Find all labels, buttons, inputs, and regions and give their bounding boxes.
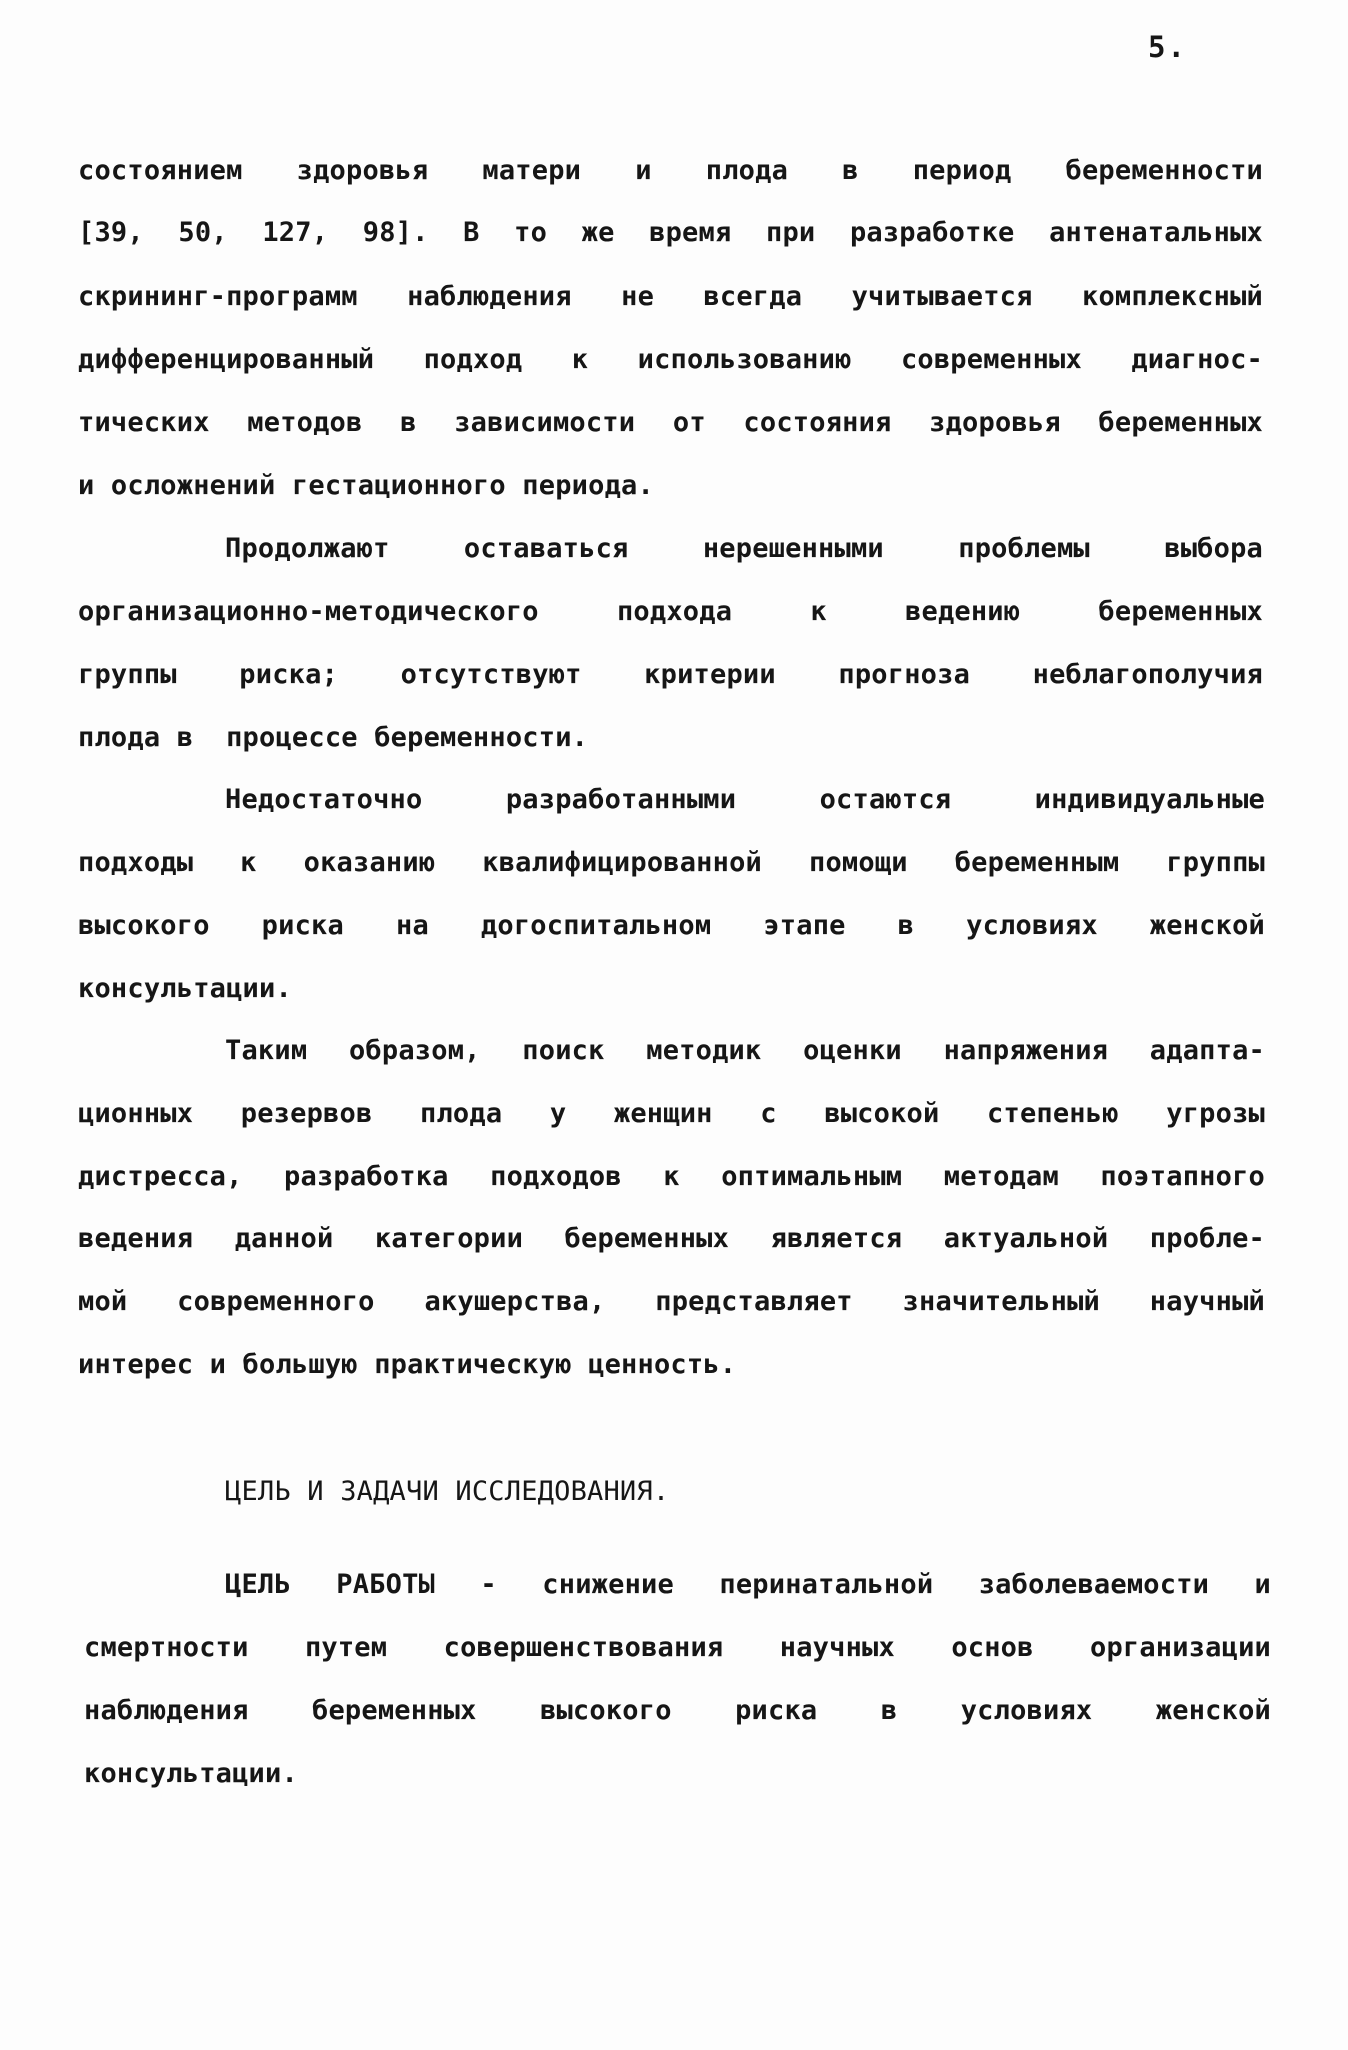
paragraph-1-line-2: [39, 50, 127, 98]. В то же время при разработке антенатальных	[78, 217, 1263, 248]
paragraph-5-line-2: смертности путем совершенствования научных основ организации	[84, 1632, 1271, 1663]
paragraph-4-line-4: ведения данной категории беременных является актуальной пробле-	[78, 1223, 1265, 1254]
paragraph-3-line-2: подходы к оказанию квалифицированной помощи беременным группы	[78, 847, 1265, 878]
paragraph-1-line-3: скрининг-программ наблюдения не всегда учитывается комплексный	[78, 281, 1263, 312]
paragraph-3-line-3: высокого риска на догоспитальном этапе в условиях женской	[78, 910, 1265, 941]
paragraph-3-line-1: Недостаточно разработанными остаются индивидуальные	[225, 784, 1265, 815]
section-heading: ЦЕЛЬ И ЗАДАЧИ ИССЛЕДОВАНИЯ.	[225, 1476, 670, 1507]
paragraph-1-line-6: и осложнений гестационного периода.	[78, 470, 654, 501]
paragraph-2-line-2: организационно-методического подхода к ведению беременных	[78, 596, 1263, 627]
paragraph-4-line-6: интерес и большую практическую ценность.	[78, 1349, 737, 1380]
paragraph-4-line-2: ционных резервов плода у женщин с высокой степенью угрозы	[78, 1098, 1265, 1129]
paragraph-2-line-4: плода в процессе беременности.	[78, 722, 589, 753]
paragraph-5-line-4: консультации.	[84, 1758, 298, 1789]
paragraph-5-line-1: ЦЕЛЬ РАБОТЫ - снижение перинатальной заболеваемости и	[225, 1569, 1271, 1600]
paragraph-2-line-3: группы риска; отсутствуют критерии прогноза неблагополучия	[78, 659, 1263, 690]
paragraph-1-line-4: дифференцированный подход к использованию современных диагнос-	[78, 344, 1263, 375]
paragraph-4-line-5: мой современного акушерства, представляет значительный научный	[78, 1286, 1265, 1317]
paragraph-4-line-1: Таким образом, поиск методик оценки напряжения адапта-	[225, 1035, 1265, 1066]
paragraph-5-line-3: наблюдения беременных высокого риска в условиях женской	[84, 1695, 1271, 1726]
paragraph-2-line-1: Продолжают оставаться нерешенными проблемы выбора	[225, 533, 1263, 564]
paragraph-1-line-1: состоянием здоровья матери и плода в период беременности	[78, 155, 1263, 186]
paragraph-1-line-5: тических методов в зависимости от состояния здоровья беременных	[78, 407, 1263, 438]
paragraph-3-line-4: консультации.	[78, 973, 292, 1004]
paragraph-4-line-3: дистресса, разработка подходов к оптимальным методам поэтапного	[78, 1161, 1265, 1192]
page-number: 5.	[1148, 30, 1187, 64]
